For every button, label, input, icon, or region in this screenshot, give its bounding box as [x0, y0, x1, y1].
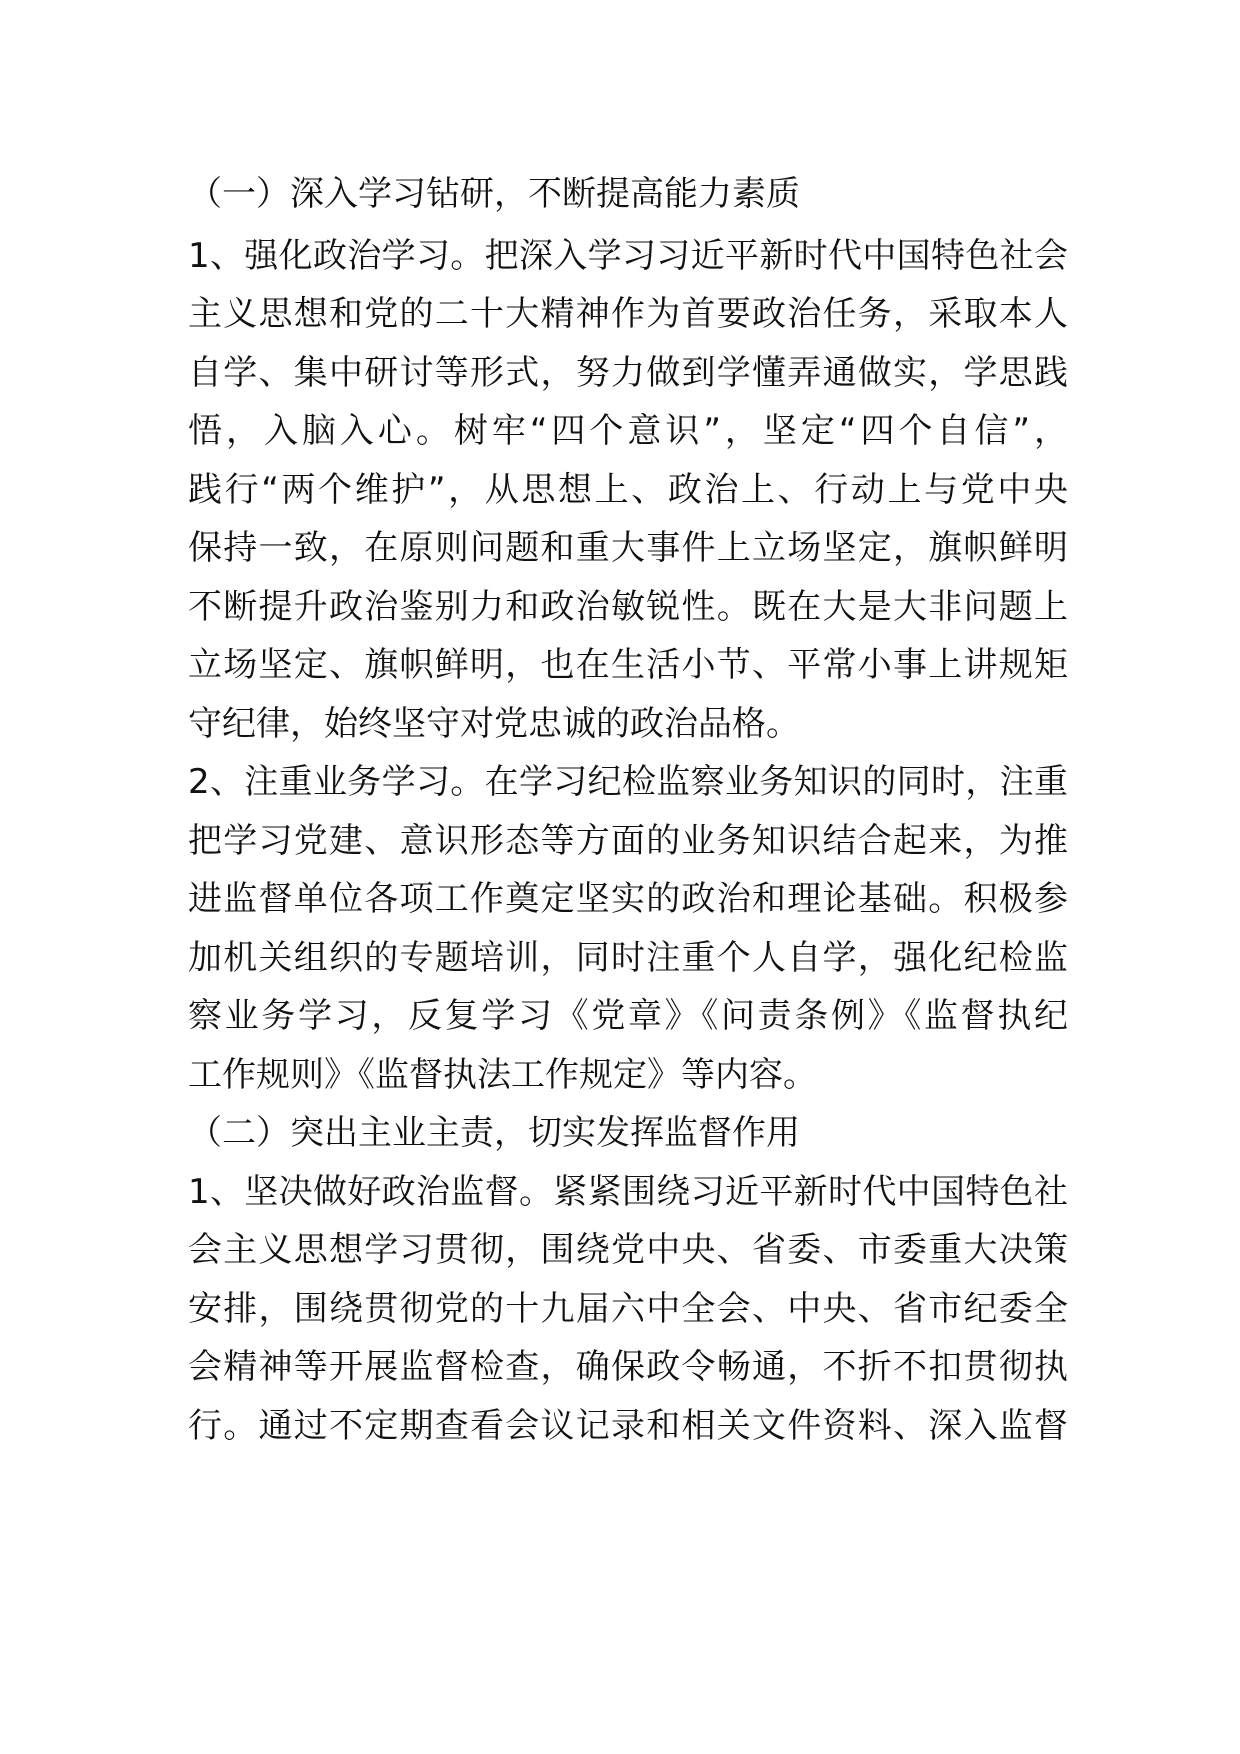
paragraph-line: 保持一致，在原则问题和重大事件上立场坚定，旗帜鲜明 — [188, 528, 1068, 568]
paragraph-line: 察业务学习，反复学习《党章》《问责条例》《监督执纪 — [188, 996, 1068, 1036]
paragraph-line: 进监督单位各项工作奠定坚实的政治和理论基础。积极参 — [188, 879, 1068, 919]
paragraph-line: 加机关组织的专题培训，同时注重个人自学，强化纪检监 — [188, 938, 1068, 978]
paragraph-line: 1、坚决做好政治监督。紧紧围绕习近平新时代中国特色社 — [188, 1172, 1068, 1212]
paragraph-line: 自学、集中研讨等形式，努力做到学懂弄通做实，学思践 — [188, 353, 1068, 393]
paragraph-line: 悟，入脑入心。树牢“四个意识”，坚定“四个自信”， — [188, 411, 1068, 451]
paragraph-line: 会主义思想学习贯彻，围绕党中央、省委、市委重大决策 — [188, 1230, 1068, 1270]
paragraph-line: 安排，围绕贯彻党的十九届六中全会、中央、省市纪委全 — [188, 1289, 1068, 1329]
paragraph-line: 工作规则》《监督执法工作规定》等内容。 — [188, 1055, 817, 1095]
paragraph-line: 把学习党建、意识形态等方面的业务知识结合起来，为推 — [188, 821, 1068, 861]
paragraph-line: 立场坚定、旗帜鲜明，也在生活小节、平常小事上讲规矩 — [188, 645, 1068, 685]
paragraph-line: 1、强化政治学习。把深入学习习近平新时代中国特色社会 — [188, 236, 1068, 276]
section-heading-2: （二）突出主业主责，切实发挥监督作用 — [188, 1113, 800, 1153]
paragraph-line: 践行“两个维护”，从思想上、政治上、行动上与党中央 — [188, 470, 1068, 510]
paragraph-line: 不断提升政治鉴别力和政治敏锐性。既在大是大非问题上 — [188, 587, 1068, 627]
paragraph-line: 2、注重业务学习。在学习纪检监察业务知识的同时，注重 — [188, 762, 1068, 802]
section-heading-1: （一）深入学习钻研，不断提高能力素质 — [188, 174, 800, 214]
paragraph-line: 主义思想和党的二十大精神作为首要政治任务，采取本人 — [188, 294, 1068, 334]
paragraph-line: 行。通过不定期查看会议记录和相关文件资料、深入监督 — [188, 1406, 1068, 1446]
paragraph-line: 会精神等开展监督检查，确保政令畅通，不折不扣贯彻执 — [188, 1347, 1068, 1387]
paragraph-line: 守纪律，始终坚守对党忠诚的政治品格。 — [188, 704, 800, 744]
